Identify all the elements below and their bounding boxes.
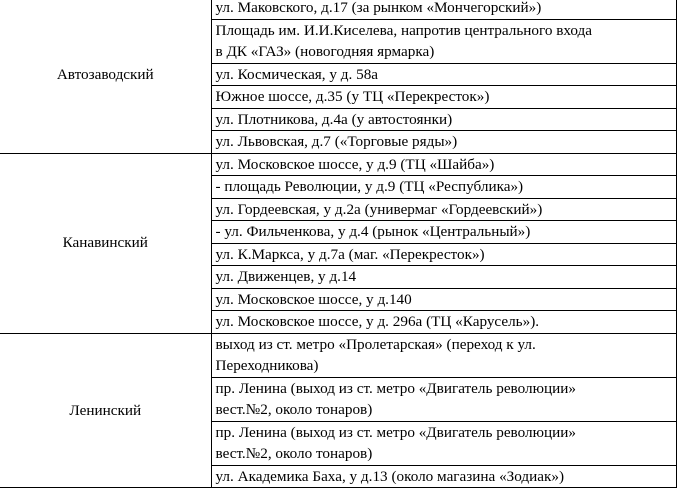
- address-line: вест.№2, около тонаров): [215, 445, 373, 462]
- address-line: Переходникова): [215, 357, 319, 374]
- address-line: ул. Космическая, у д. 58а: [215, 65, 379, 83]
- address-line: пр. Ленина (выход из ст. метро «Двигатель революции»: [215, 423, 576, 441]
- address-line: - ул. Фильченкова, у д.4 (рынок «Центральный»): [215, 223, 531, 240]
- district-name-cell: Ленинский: [0, 333, 211, 488]
- address-line: Южное шоссе, д.35 (у ТЦ «Перекресток»): [215, 88, 490, 105]
- address-cell: [211, 465, 676, 488]
- address-line: ул. Плотникова, д.4а (у автостоянки): [215, 110, 453, 128]
- address-line: вест.№2, около тонаров): [215, 401, 373, 418]
- address-line: ул. Движенцев, у д.14: [215, 268, 357, 285]
- address-cell: [211, 311, 676, 334]
- address-cell: [211, 221, 676, 244]
- address-cell: [211, 198, 676, 221]
- address-cell: [211, 243, 676, 266]
- address-cell: [211, 131, 676, 154]
- address-line: ул. Академика Баха, у д.13 (около магазина «Зодиак»): [215, 467, 565, 485]
- address-cell: [211, 0, 676, 19]
- table-row: [0, 333, 676, 377]
- address-cell: [211, 176, 676, 199]
- address-line: ул. Маковского, д.17 (за рынком «Мончегорский»): [215, 0, 542, 16]
- address-cell: [211, 288, 676, 311]
- address-line: ул. Московское шоссе, у д.9 (ТЦ «Шайба»): [215, 155, 495, 173]
- district-name-cell: Канавинский: [0, 153, 211, 333]
- address-line: пр. Ленина (выход из ст. метро «Двигатель революции»: [215, 379, 576, 397]
- address-cell: [211, 421, 676, 465]
- address-cell: [211, 266, 676, 289]
- address-line: ул. Гордеевская, у д.2а (универмаг «Гордеевский»): [215, 200, 543, 218]
- address-line: Площадь им. И.И.Киселева, напротив центрального входа: [215, 21, 593, 39]
- address-line: ул. Львовская, д.7 («Торговые ряды»): [215, 133, 458, 150]
- table-row: [0, 0, 676, 19]
- address-cell: [211, 86, 676, 109]
- address-cell: [211, 19, 676, 63]
- district-name-cell: Автозаводский: [0, 0, 211, 153]
- address-line: ул. К.Маркса, у д.7а (маг. «Перекресток»): [215, 245, 485, 263]
- address-cell: [211, 153, 676, 176]
- address-line: в ДК «ГАЗ» (новогодняя ярмарка): [215, 43, 435, 60]
- address-cell: [211, 333, 676, 377]
- address-cell: [211, 108, 676, 131]
- table-row: [0, 153, 676, 176]
- address-cell: [211, 377, 676, 421]
- address-line: - площадь Революции, у д.9 (ТЦ «Республика»): [215, 178, 524, 195]
- address-cell: [211, 63, 676, 86]
- address-line: ул. Московское шоссе, у д. 296а (ТЦ «Карусель»).: [215, 313, 540, 330]
- address-line: ул. Московское шоссе, у д.140: [215, 290, 412, 308]
- address-line: выход из ст. метро «Пролетарская» (переход к ул.: [215, 335, 536, 353]
